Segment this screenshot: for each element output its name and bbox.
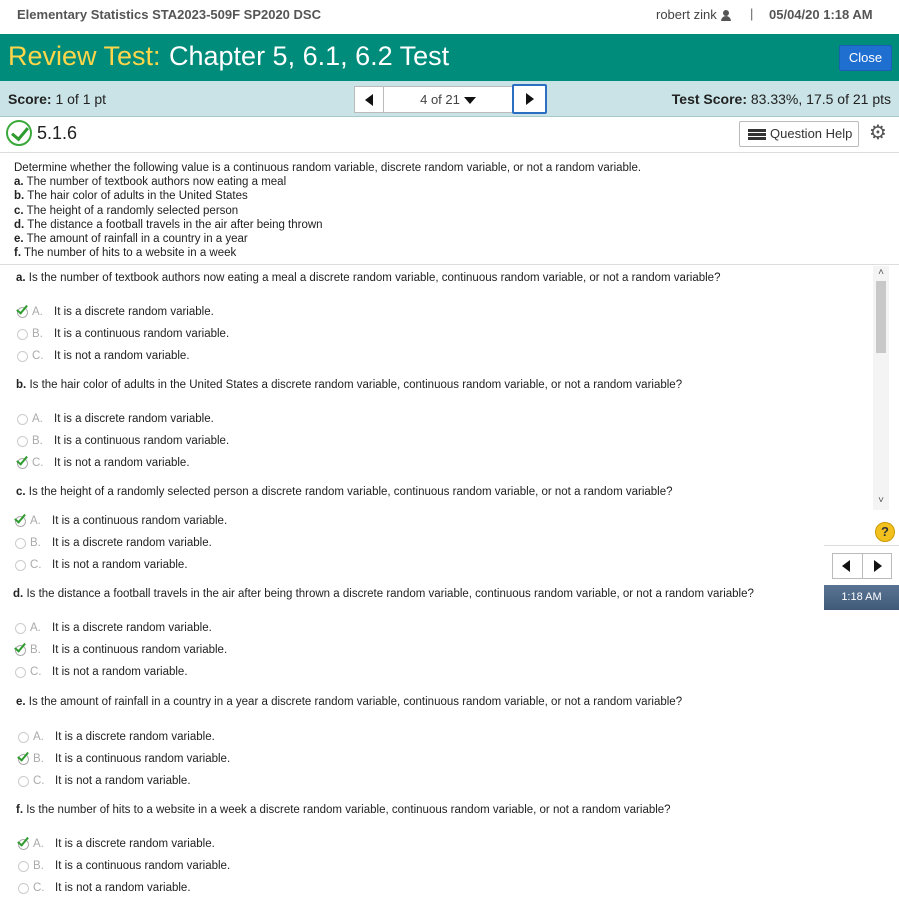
scroll-down-icon[interactable]: ˅ [878,495,884,506]
review-label: Review Test: [8,41,161,71]
radio-button[interactable] [17,436,28,447]
next-question-button[interactable] [512,84,547,114]
intro-item-b: b. The hair color of adults in the United States [14,190,248,203]
radio-button[interactable] [15,538,26,549]
correct-check-icon [6,120,32,146]
arrow-right-icon [526,93,534,105]
radio-button[interactable] [15,667,26,678]
radio-button[interactable] [18,883,29,894]
scroll-up-icon[interactable]: ˄ [878,267,884,278]
divider [824,545,899,546]
separator: | [750,6,754,21]
radio-button[interactable] [17,329,28,340]
scrollbar-thumb[interactable] [876,281,886,353]
arrow-left-icon [365,94,373,106]
part-f-question: f. Is the number of hits to a website in a week a discrete random variable, continuous random variable, or not a random variable? [16,804,671,816]
intro-item-c: c. The height of a randomly selected person [14,204,239,217]
divider [862,554,863,578]
user-name[interactable] [656,7,731,22]
test-score-value: 83.33%, 17.5 of 21 pts [750,91,891,107]
score-label: Score: [8,91,52,107]
part-a-question: a. Is the number of textbook authors now eating a meal a discrete random variable, continuous random variable, or not a random variable? [16,272,721,284]
close-button[interactable]: Close [839,45,892,71]
test-score [672,91,891,107]
top-bar [0,0,899,34]
chevron-down-icon [464,97,476,104]
test-title: Chapter 5, 6.1, 6.2 Test [169,41,450,71]
part-e-question: e. Is the amount of rainfall in a country in a year a discrete random variable, continuous random variable, or not a random variable? [16,696,683,708]
part-c-question: c. Is the height of a randomly selected person a discrete random variable, continuous random variable, or not a random variable? [16,486,673,498]
part-d-question: d. Is the distance a football travels in the air after being thrown a discrete random variable, continuous random variable, or not a random variable? [13,588,754,600]
radio-button[interactable] [15,623,26,634]
intro-item-d: d. The distance a football travels in the air after being thrown [14,218,323,231]
question-intro [14,161,641,260]
divider [0,264,899,265]
question-selector[interactable] [384,86,512,113]
test-header [0,34,899,81]
course-title: Elementary Statistics STA2023-509F SP2020 DSC [17,7,321,22]
radio-button[interactable] [18,732,29,743]
radio-button[interactable] [17,414,28,425]
question-id: 5.1.6 [37,123,78,143]
question-help-label: Question Help [770,126,853,141]
radio-button[interactable] [18,861,29,872]
taskbar-clock: 1:18 AM [824,585,899,610]
part-b-question: b. Is the hair color of adults in the United States a discrete random variable, continuous random variable, or not a random variable? [16,379,683,391]
radio-button[interactable] [15,560,26,571]
intro-item-a: a. The number of textbook authors now eating a meal [14,176,287,189]
side-nav-buttons [832,553,892,579]
side-next-icon[interactable] [874,560,882,572]
help-icon[interactable]: ? [875,522,895,542]
side-prev-icon[interactable] [842,560,850,572]
user-icon [721,10,731,20]
radio-button[interactable] [17,351,28,362]
question-score [8,91,106,107]
radio-button[interactable] [18,776,29,787]
question-position: 4 of 21 [420,92,460,107]
datetime: 05/04/20 1:18 AM [769,7,873,22]
test-score-label: Test Score: [671,91,747,107]
list-icon [748,129,766,140]
question-help-button[interactable] [739,121,859,147]
gear-icon[interactable]: ⚙ [869,122,887,144]
intro-item-f: f. The number of hits to a website in a week [14,247,237,260]
user-name-text: robert zink [656,7,717,22]
score-value: 1 of 1 pt [55,91,107,107]
intro-item-e: e. The amount of rainfall in a country in a year [14,233,248,246]
previous-question-button[interactable] [354,86,384,113]
intro-text: Determine whether the following value is a continuous random variable, discrete random variable, or not a random variable. [14,162,642,174]
